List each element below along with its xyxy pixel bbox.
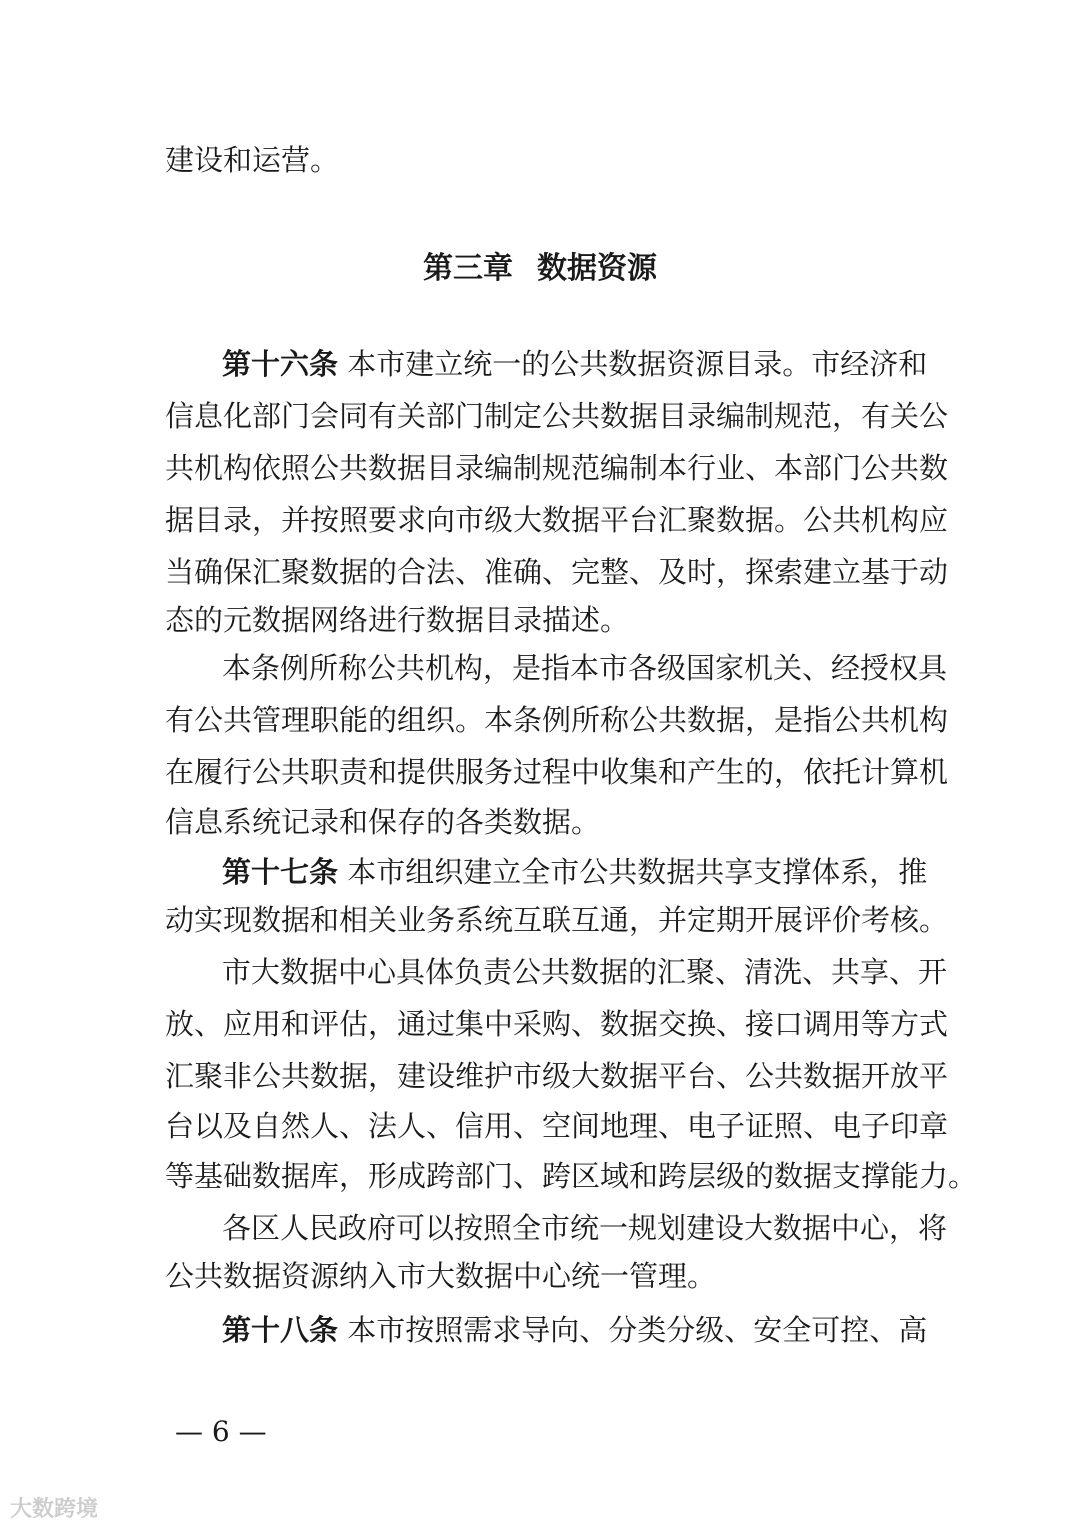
body-text-line: 信息系统记录和保存的各类数据。	[165, 805, 601, 839]
body-text-line: 态的元数据网络进行数据目录描述。	[165, 603, 630, 637]
body-text-line: 等基础数据库，形成跨部门、跨区域和跨层级的数据支撑能力。	[165, 1159, 978, 1193]
article-18-first-line	[222, 1310, 928, 1350]
article-16-first-line	[222, 344, 928, 384]
chapter-title: 数据资源	[537, 251, 657, 286]
body-text-line: 有公共管理职能的组织。本条例所称公共数据，是指公共机构	[165, 703, 949, 737]
body-text-line: 动实现数据和相关业务系统互联互通，并定期开展评价考核。	[165, 903, 949, 937]
chapter-heading	[0, 243, 1080, 287]
body-text-line: 汇聚非公共数据，建设维护市级大数据平台、公共数据开放平	[165, 1059, 949, 1093]
body-text-line: 建设和运营。	[165, 143, 340, 177]
body-text-line: 共机构依照公共数据目录编制规范编制本行业、本部门公共数	[165, 451, 949, 485]
body-text-line: 据目录，并按照要求向市级大数据平台汇聚数据。公共机构应	[165, 503, 949, 537]
body-text: 本市组织建立全市公共数据共享支撑体系，推	[347, 855, 928, 889]
article-label: 第十八条	[222, 1313, 339, 1347]
watermark-logo: 大数跨境	[10, 1497, 99, 1522]
body-text-line: 放、应用和评估，通过集中采购、数据交换、接口调用等方式	[165, 1007, 949, 1041]
body-text-line: 各区人民政府可以按照全市统一规划建设大数据中心，将	[222, 1211, 948, 1245]
chapter-number: 第三章	[423, 251, 513, 286]
body-text-line: 当确保汇聚数据的合法、准确、完整、及时，探索建立基于动	[165, 555, 949, 589]
body-text-line: 信息化部门会同有关部门制定公共数据目录编制规范，有关公	[165, 399, 949, 433]
body-text: 本市建立统一的公共数据资源目录。市经济和	[347, 347, 928, 381]
body-text-line: 市大数据中心具体负责公共数据的汇聚、清洗、共享、开	[222, 955, 948, 989]
body-text-line: 公共数据资源纳入市大数据中心统一管理。	[165, 1259, 717, 1293]
body-text-line: 在履行公共职责和提供服务过程中收集和产生的，依托计算机	[165, 755, 949, 789]
body-text-line: 本条例所称公共机构，是指本市各级国家机关、经授权具	[222, 651, 948, 685]
body-text: 本市按照需求导向、分类分级、安全可控、高	[347, 1313, 928, 1347]
article-label: 第十七条	[222, 855, 339, 889]
body-text-line: 台以及自然人、法人、信用、空间地理、电子证照、电子印章	[165, 1109, 949, 1143]
article-17-first-line	[222, 852, 928, 892]
page-number: — 6 —	[175, 1415, 267, 1448]
article-label: 第十六条	[222, 347, 339, 381]
